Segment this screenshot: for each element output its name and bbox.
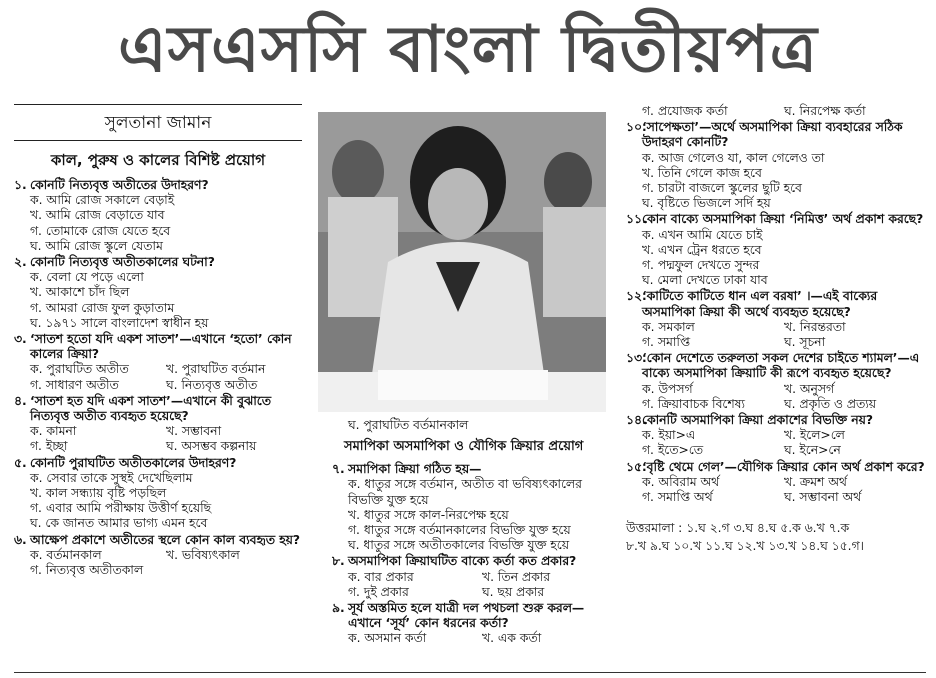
question-text: ‘কাটিতে কাটিতে ধান এল বরষা’ ।—এই বাক্যের অসমাপিকা ক্রিয়া কী অর্থে ব্যবহৃত হয়েছে?	[642, 289, 878, 319]
option: খ. তিনি গেলে কাজ হবে	[642, 165, 762, 180]
question-number: ১২.	[626, 289, 647, 304]
option: গ. আমরা রোজ ফুল কুড়াতাম	[30, 300, 175, 315]
question-text: ‘সাতশ হত যদি একশ সাতশ’—এখানে কী বুঝাতে নিত্যবৃত্ত অতীত ব্যবহৃত হয়েছে?	[30, 393, 271, 424]
option: খ. ক্রমশ অর্থ	[784, 474, 847, 489]
question-number: ১১.	[626, 212, 647, 227]
option: ঘ. সূচনা	[784, 335, 826, 350]
column-left	[14, 104, 302, 578]
option: ঘ. নিরপেক্ষ কর্তা	[784, 104, 866, 118]
answer-key-line: ৮.খ ৯.ঘ ১০.খ ১১.ঘ ১২.খ ১৩.খ ১৪.ঘ ১৫.গ।	[626, 539, 864, 554]
question-block	[626, 413, 926, 459]
question-text: ‘সাপেক্ষতা’—অর্থে অসমাপিকা ক্রিয়া ব্যবহারের সঠিক উদাহরণ কোনটি?	[642, 120, 903, 150]
question-text: ‘সাতশ হতো যদি একশ সাতশ’—এখানে ‘হতো’ কোন কালের ক্রিয়া?	[30, 332, 292, 362]
question-number: ৬.	[14, 532, 27, 547]
question-block	[626, 212, 926, 288]
question-block	[332, 601, 616, 647]
option: ক. আমি রোজ সকালে বেড়াই	[30, 193, 175, 208]
option: ঘ. আমি রোজ স্কুলে যেতাম	[30, 238, 163, 253]
option: ক. সেবার তাকে সুস্থই দেখেছিলাম	[30, 470, 193, 485]
question-text: আক্ষেপ প্রকাশে অতীতের স্থলে কোন কাল ব্যবহৃত হয়?	[30, 532, 301, 547]
option: ক. ইয়া>এ	[642, 428, 696, 443]
option: গ. নিত্যবৃত্ত অতীতকাল	[30, 563, 144, 578]
option: খ. এক কর্তা	[482, 631, 542, 646]
option: ঘ. প্রকৃতি ও প্রত্যয়	[784, 396, 877, 411]
author-name: সুলতানা জামান	[104, 113, 212, 133]
question-text: সূর্য অস্তমিত হলে যাত্রী দল পথচলা শুরু করল—এখানে ‘সূর্য’ কোন ধরনের কর্তা?	[348, 601, 585, 631]
section-title: কাল, পুরুষ ও কালের বিশিষ্ট প্রয়োগ	[50, 151, 266, 169]
question-text: কোনটি পুরাঘটিত অতীতকালের উদাহরণ?	[30, 455, 237, 470]
question-text: অসমাপিকা ক্রিয়াঘটিত বাক্যে কর্তা কত প্রকার?	[348, 554, 577, 569]
question-block	[14, 178, 302, 254]
answer-key	[626, 519, 926, 555]
question-text: কোনটি অসমাপিকা ক্রিয়া প্রকাশের বিভক্তি নয়?	[642, 413, 873, 428]
option: খ. আমি রোজ বেড়াতে যাব	[30, 208, 165, 223]
question-block	[14, 255, 302, 331]
option: ঘ. ছয় প্রকার	[482, 584, 545, 599]
option: ক. কামনা	[30, 424, 77, 439]
column-right	[626, 104, 926, 555]
option: গ. তোমাকে রোজ যেতে হবে	[30, 223, 171, 238]
option: গ. ইচ্ছা	[30, 439, 68, 454]
option: গ. ইতে>তে	[642, 443, 703, 458]
question-number: ১৫.	[626, 459, 647, 474]
question-text: কোনটি নিত্যবৃত্ত অতীতের উদাহরণ?	[30, 178, 209, 192]
option: ক. অবিরাম অর্থ	[642, 474, 720, 489]
answer-key-line: উত্তরমালা : ১.ঘ ২.গ ৩.ঘ ৪.ঘ ৫.ক ৬.খ ৭.ক	[626, 521, 850, 536]
question-block	[14, 394, 302, 455]
question-number: ২.	[14, 255, 27, 270]
question-block	[332, 554, 616, 600]
option: খ. ভবিষ্যৎকাল	[166, 547, 240, 562]
option: খ. সম্ভাবনা	[166, 424, 222, 439]
option: গ. পদ্মফুল দেখতে সুন্দর	[642, 258, 760, 273]
option: খ. নিরন্তরতা	[784, 319, 846, 334]
question-text: ‘কোন দেশেতে তরুলতা সকল দেশের চাইতে শ্যামল’—এ বাক্যে অসমাপিকা ক্রিয়াটি কী রূপে ব্যবহৃত হয়েছে?	[642, 351, 920, 381]
question-number: ১৪.	[626, 413, 647, 428]
question-block	[332, 462, 616, 553]
section-title: সমাপিকা অসমাপিকা ও যৌগিক ক্রিয়ার প্রয়োগ	[344, 439, 584, 455]
option: ক. পুরাঘটিত অতীত	[30, 362, 129, 377]
option: ক. সমকাল	[642, 319, 695, 334]
option: খ. তিন প্রকার	[482, 569, 550, 584]
option: গ. ধাতুর সঙ্গে বর্তমানকালের বিভক্তি যুক্ত হয়ে	[348, 523, 571, 538]
question-block	[626, 120, 926, 211]
option: গ. প্রযোজক কর্তা	[642, 104, 728, 118]
option: খ. কাল সন্ধ্যায় বৃষ্টি পড়ছিল	[30, 486, 167, 501]
question-number: ১০.	[626, 120, 647, 135]
option: ঘ. ধাতুর সঙ্গে অতীতকালের বিভক্তি যুক্ত হয়ে	[348, 538, 569, 553]
option: গ. সাধারণ অতীত	[30, 377, 119, 392]
question-number: ৩.	[14, 332, 27, 347]
banner-title: এসএসসি বাংলা দ্বিতীয়পত্র	[118, 13, 818, 87]
option: ক. অসমান কর্তা	[348, 631, 427, 646]
option: ক. এখন আমি যেতে চাই	[642, 227, 763, 242]
exam-photo	[318, 112, 606, 412]
option: খ. ধাতুর সঙ্গে কাল-নিরপেক্ষ হয়ে	[348, 507, 509, 522]
divider	[14, 672, 926, 673]
question-text: ‘বৃষ্টি থেমে গেল’—যৌগিক ক্রিয়ার কোন অর্থ প্রকাশ করে?	[642, 459, 925, 474]
question-block	[626, 289, 926, 350]
column-middle	[332, 418, 616, 647]
option: ক. ধাতুর সঙ্গে বর্তমান, অতীত বা ভবিষ্যৎকালের বিভক্তি যুক্ত হয়ে	[348, 477, 582, 507]
option: ক. আজ গেলেও যা, কাল গেলেও তা	[642, 150, 825, 165]
option: ঘ. নিত্যবৃত্ত অতীত	[166, 377, 258, 392]
option: গ. এবার আমি পরীক্ষায় উত্তীর্ণ হয়েছি	[30, 501, 212, 516]
question-text: কোনটি নিত্যবৃত্ত অতীতকালের ঘটনা?	[30, 255, 215, 270]
option: ঘ. মেলা দেখতে ঢাকা যাব	[642, 273, 768, 288]
question-number: ৭.	[332, 462, 345, 477]
option: ক. বর্তমানকাল	[30, 547, 102, 562]
option: খ. পুরাঘটিত বর্তমান	[166, 362, 266, 377]
option: ক. উপসর্গ	[642, 381, 693, 396]
question-number: ৫.	[14, 455, 27, 470]
question-number: ১.	[14, 178, 27, 192]
question-text: কোন বাক্যে অসমাপিকা ক্রিয়া ‘নিমিত্ত’ অর্থ প্রকাশ করছে?	[642, 212, 924, 227]
question-block	[14, 332, 302, 393]
option: ঘ. পুরাঘটিত বর্তমানকাল	[348, 418, 469, 432]
option: গ. ক্রিয়াবাচক বিশেষ্য	[642, 396, 745, 411]
option: খ. এখন ট্রেন ধরতে হবে	[642, 242, 762, 257]
question-number: ১৩.	[626, 351, 647, 366]
question-block	[14, 456, 302, 532]
question-block	[14, 533, 302, 579]
option: ঘ. অসম্ভব কল্পনায়	[166, 439, 257, 454]
option: গ. দুই প্রকার	[348, 584, 409, 599]
question-number: ৮.	[332, 554, 345, 569]
option: খ. আকাশে চাঁদ ছিল	[30, 285, 130, 300]
option: গ. সমাপ্তি	[642, 335, 691, 350]
option: ক. বার প্রকার	[348, 569, 414, 584]
option: ঘ. বৃষ্টিতে ভিজলে সর্দি হয়	[642, 196, 771, 211]
question-number: ৪.	[14, 393, 27, 408]
question-text: সমাপিকা ক্রিয়া গঠিত হয়—	[348, 462, 482, 477]
option: খ. অনুসর্গ	[784, 381, 835, 396]
option: ঘ. ইনে>নে	[784, 443, 841, 458]
option: ক. বেলা যে পড়ে এলো	[30, 270, 144, 285]
option: গ. সমাপ্তি অর্থ	[642, 490, 713, 505]
option: ঘ. কে জানত আমার ভাগ্য এমন হবে	[30, 516, 208, 531]
option: খ. ইলে>লে	[784, 428, 845, 443]
question-block	[626, 351, 926, 412]
option: গ. চারটা বাজলে স্কুলের ছুটি হবে	[642, 181, 802, 196]
option: ঘ. সম্ভাবনা অর্থ	[784, 490, 862, 505]
question-block	[626, 460, 926, 506]
option: ঘ. ১৯৭১ সালে বাংলাদেশ স্বাধীন হয়	[30, 315, 209, 330]
question-number: ৯.	[332, 601, 345, 616]
